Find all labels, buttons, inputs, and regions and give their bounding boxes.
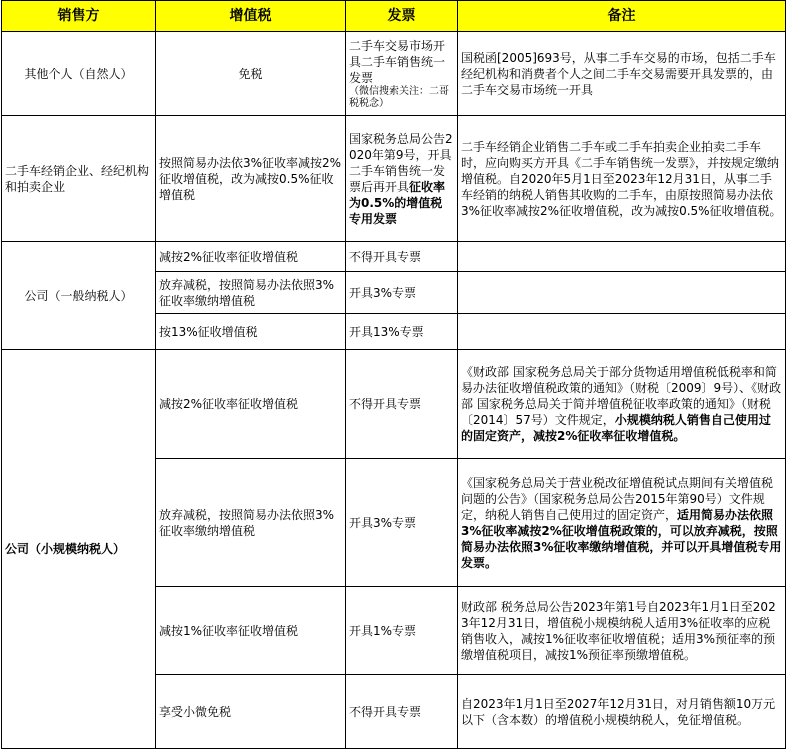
remark-cell — [458, 459, 786, 587]
remark-cell — [458, 272, 786, 314]
header-vat: 增值税 — [156, 1, 346, 32]
invoice-cell — [346, 116, 458, 242]
remark-emphasis: 小规模纳税人销售自己使用过的固定资产，减按2%征收率征收增值税。 — [461, 413, 771, 443]
vat-cell: 减按2%征收率征收增值税 — [156, 242, 346, 272]
remark-cell — [458, 314, 786, 350]
invoice-text: 国家税务总局公告2020年第9号，开具二手车销售统一发票后再开具 — [349, 131, 453, 194]
table-row — [2, 350, 786, 459]
header-remark: 备注 — [458, 1, 786, 32]
invoice-text: 二手车交易市场开具二手车销售统一发票 — [349, 38, 446, 85]
vat-cell: 放弃减税，按照简易办法依照3%征收率缴纳增值税 — [156, 459, 346, 587]
invoice-cell — [346, 32, 458, 116]
vat-cell: 减按1%征收率征收增值税 — [156, 587, 346, 675]
remark-text: 《国家税务总局关于营业税改征增值税试点期间有关增值税问题的公告》（国家税务总局公告2015年第90号）文件规定，纳税人销售自己使用过的固定资产， — [461, 475, 774, 522]
table-row — [2, 116, 786, 242]
vat-cell: 免税 — [156, 32, 346, 116]
seller-cell: 公司（一般纳税人） — [2, 242, 156, 350]
invoice-emphasis: 征收率为0.5%的增值税专用发票 — [349, 179, 446, 226]
remark-cell — [458, 242, 786, 272]
remark-cell — [458, 350, 786, 459]
invoice-note: （微信搜索关注：二哥税税念） — [349, 85, 449, 109]
header-invoice: 发票 — [346, 1, 458, 32]
remark-cell — [458, 675, 786, 749]
vat-cell: 按13%征收增值税 — [156, 314, 346, 350]
invoice-cell: 不得开具专票 — [346, 242, 458, 272]
vat-policy-table — [1, 0, 786, 749]
table-row — [2, 242, 786, 272]
table-row — [2, 32, 786, 116]
vat-cell: 享受小微免税 — [156, 675, 346, 749]
header-row — [2, 1, 786, 32]
vat-cell: 减按2%征收率征收增值税 — [156, 350, 346, 459]
remark-text: 财政部 税务总局公告2023年第1号自2023年1月1日至2023年12月31日，增值税小规模纳税人适用3%征收率的应税销售收入，减按1%征收率征收增值税；适用3%预征率的预缴增值税项目，减按1%预征率预缴增值税。 — [461, 599, 776, 662]
seller-cell: 其他个人（自然人） — [2, 32, 156, 116]
header-seller: 销售方 — [2, 1, 156, 32]
invoice-cell: 开具3%专票 — [346, 459, 458, 587]
remark-text: 自2023年1月1日至2027年12月31日，对月销售额10万元以下（含本数）的增值税小规模纳税人，免征增值税。 — [461, 696, 776, 727]
seller-cell: 二手车经销企业、经纪机构和拍卖企业 — [2, 116, 156, 242]
remark-cell: 国税函[2005]693号，从事二手车交易的市场，包括二手车经纪机构和消费者个人之间二手车交易需要开具发票的，由二手车交易市场统一开具 — [458, 32, 786, 116]
invoice-cell: 开具3%专票 — [346, 272, 458, 314]
vat-cell: 按照简易办法依3%征收率减按2%征收增值税，改为减按0.5%征收增值税 — [156, 116, 346, 242]
remark-cell — [458, 587, 786, 675]
seller-cell: 公司（小规模纳税人） — [2, 350, 156, 749]
remark-cell: 二手车经销企业销售二手车或二手车拍卖企业拍卖二手车时，应向购买方开具《二手车销售统一发票》，并按规定缴纳增值税。自2020年5月1日至2023年12月31日，从事二手车经销的纳税人销售其收购的二手车，由原按照简易办法依3%征收率减按2%征收增值税，改为减按0.5%征收增值税。 — [458, 116, 786, 242]
vat-cell: 放弃减税，按照简易办法依照3%征收率缴纳增值税 — [156, 272, 346, 314]
remark-emphasis: 适用简易办法依照3%征收率减按2%征收增值税政策的，可以放弃减税，按照简易办法依照3%征收率缴纳增值税，并可以开具增值税专用发票。 — [461, 507, 782, 570]
invoice-cell: 不得开具专票 — [346, 675, 458, 749]
invoice-cell: 开具13%专票 — [346, 314, 458, 350]
remark-text: 《财政部 国家税务总局关于部分货物适用增值税低税率和简易办法征收增值税政策的通知》（财税〔2009〕9号）、《财政部 国家税务总局关于简并增值税征收率政策的通知》（财税〔2014〕57号）文件规定， — [461, 365, 782, 427]
invoice-cell: 不得开具专票 — [346, 350, 458, 459]
invoice-cell: 开具1%专票 — [346, 587, 458, 675]
